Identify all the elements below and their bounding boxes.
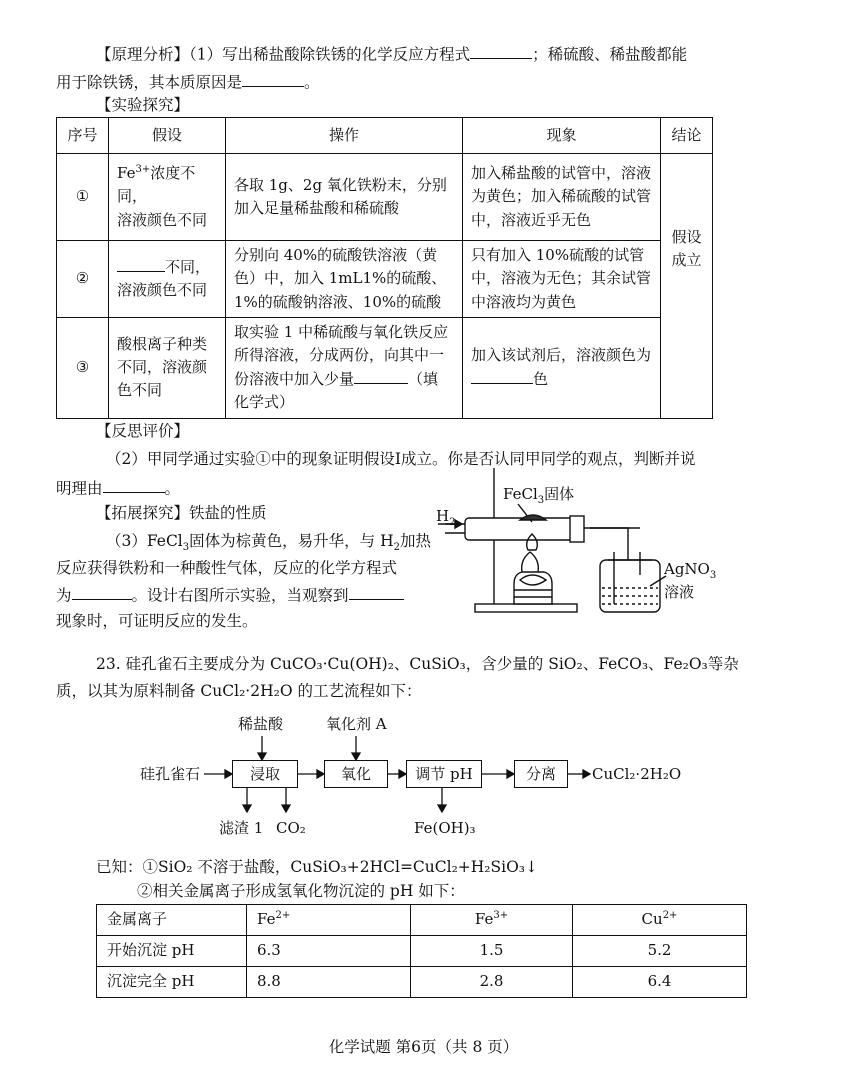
header-cell: $Cu^{2+}$ (573, 905, 747, 936)
hypothesis-cell: 酸根离子种类 不同，溶液颜 色不同 (109, 317, 226, 418)
flow-step-leaching: 浸取 (232, 760, 298, 788)
ion-ph-table (96, 904, 747, 998)
header-cell: 操作 (226, 118, 463, 154)
page-footer: 化学试题 第6页（共 8 页） (328, 1038, 519, 1056)
flow-reagent-hcl: 稀盐酸 (238, 715, 284, 733)
h2-label: $H_2$ (436, 507, 456, 528)
principle-line-1: 【原理分析】（1）写出稀盐酸除铁锈的化学反应方程式 ；稀硫酸、稀盐酸都能 (96, 42, 687, 66)
principle-heading: 【原理分析】 (96, 45, 190, 64)
operation-cell: 取实验 1 中稀硫酸与氧化铁反应 所得溶液，分成两份，向其中一 份溶液中加入少量 （填 化学式） (226, 317, 463, 418)
known-1: 已知：①SiO₂ 不溶于盐酸，CuSiO₃+2HCl=CuCl₂+H₂SiO₃↓ (96, 858, 539, 876)
extension-line-1: （3）FeCl$_3$固体为棕黄色，易升华，与 $H_2$加热 (106, 532, 431, 554)
row-number: ② (57, 241, 109, 318)
header-cell: 序号 (57, 118, 109, 154)
reflect-heading: 【反思评价】 (96, 422, 190, 440)
flow-co2: CO₂ (276, 819, 306, 837)
explore-heading: 【实验探究】 (96, 96, 190, 114)
reflect-line-2: 明理由 。 (56, 476, 180, 500)
header-cell: $Fe^{2+}$ (247, 905, 411, 936)
header-cell: 金属离子 (97, 905, 247, 936)
known-2: ②相关金属离子形成氢氧化物沉淀的 pH 如下： (137, 882, 465, 900)
operation-cell: 分别向 40%的硫酸铁溶液（黄 色）中，加入 1mL1%的硫酸、 1%的硫酸钠溶液、10%的硫酸 (226, 241, 463, 318)
reflect-line-1: （2）甲同学通过实验①中的现象证明假设Ⅰ成立。你是否认同甲同学的观点，判断并说 (106, 450, 696, 468)
extension-line-4: 现象时，可证明反应的发生。 (56, 612, 258, 630)
table-row: 开始沉淀 pH 6.3 1.5 5.2 (97, 936, 747, 967)
flow-residue: 滤渣 1 (219, 819, 264, 837)
q23-intro-2: 质，以其为原料制备 CuCl₂·2H₂O 的工艺流程如下： (56, 682, 422, 700)
flow-product: CuCl₂·2H₂O (592, 765, 682, 783)
flow-step-oxidation: 氧化 (324, 760, 388, 788)
flow-feoh3: Fe(OH)₃ (414, 819, 476, 837)
flow-reagent-oxidant: 氧化剂 A (326, 715, 387, 733)
q23-intro-1: 23. 硅孔雀石主要成分为 CuCO₃·Cu(OH)₂、CuSiO₃，含少量的 SiO₂、FeCO₃、Fe₂O₃等杂 (96, 655, 739, 673)
header-cell: 结论 (661, 118, 713, 154)
fecl3-label: FeCl$_3$固体 (503, 485, 575, 506)
principle-line-2: 用于除铁锈，其本质原因是 。 (56, 70, 320, 94)
extension-heading: 【拓展探究】铁盐的性质 (96, 504, 267, 522)
flow-step-separation: 分离 (514, 760, 568, 788)
table-row: 沉淀完全 pH 8.8 2.8 6.4 (97, 967, 747, 998)
extension-line-3: 为 。设计右图所示实验，当观察到 (56, 583, 404, 607)
hypothesis-cell: $Fe^{3+}$浓度不同， 溶液颜色不同 (109, 154, 226, 241)
flow-raw-material: 硅孔雀石 (140, 765, 201, 783)
header-cell: $Fe^{3+}$ (411, 905, 573, 936)
principle-question-1: （1）写出稀盐酸除铁锈的化学反应方程式 (189, 45, 471, 64)
phenomenon-cell: 加入该试剂后，溶液颜色为 色 (463, 317, 661, 418)
table-header-row (97, 905, 747, 936)
row-number: ③ (57, 317, 109, 418)
row-number: ① (57, 154, 109, 241)
extension-line-2: 反应获得铁粉和一种酸性气体，反应的化学方程式 (56, 559, 398, 577)
hypothesis-cell: 不同， 溶液颜色不同 (109, 241, 226, 318)
header-cell: 假设 (109, 118, 226, 154)
conclusion-cell: 假设 成立 (661, 154, 713, 419)
flow-step-adjust-ph: 调节 pH (406, 760, 482, 788)
operation-cell: 各取 1g、2g 氧化铁粉末，分别 加入足量稀盐酸和稀硫酸 (226, 154, 463, 241)
agno3-label: AgNO$_3$ 溶液 (664, 560, 717, 601)
header-cell: 现象 (463, 118, 661, 154)
phenomenon-cell: 加入稀盐酸的试管中，溶液 为黄色；加入稀硫酸的试管 中，溶液近乎无色 (463, 154, 661, 241)
phenomenon-cell: 只有加入 10%硫酸的试管 中，溶液为无色；其余试管 中溶液均为黄色 (463, 241, 661, 318)
